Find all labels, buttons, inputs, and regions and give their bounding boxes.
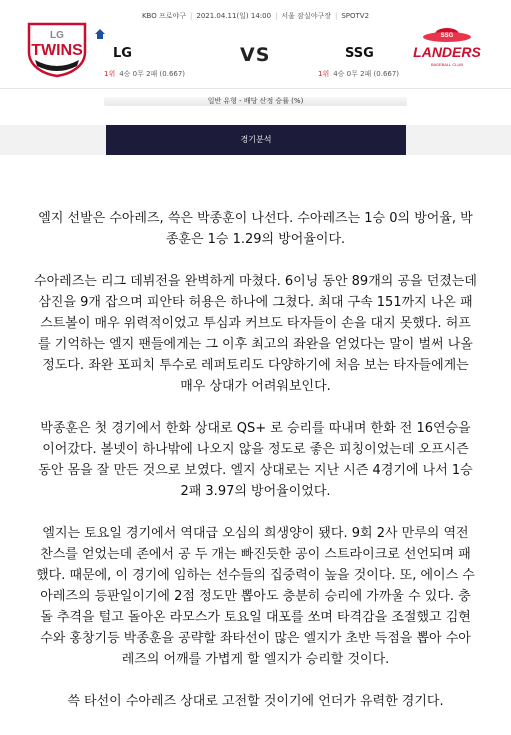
home-team-record (104, 69, 185, 79)
away-team-rank: 1위 (318, 70, 330, 78)
broadcast-label: SPOTV2 (341, 12, 370, 20)
analysis-tab-bar (0, 125, 511, 155)
lg-twins-logo (25, 20, 89, 78)
svg-text:BASEBALL CLUB: BASEBALL CLUB (430, 62, 464, 67)
ssg-landers-logo (413, 22, 481, 74)
article-paragraph-4: 엘지는 토요일 경기에서 역대급 오심의 희생양이 됐다. 9회 2사 만루의 역전 찬스를 얻었는데 존에서 공 두 개는 빠진듯한 공이 스트라이크로 선언되며 패 했다. 때문에, 이 경기에 임하는 선수들의 집중력이 높을 것이다. 또, 에이스 수 아레즈의 등판일이기에 2점 정도만 뽑아도 충분히 승리에 가까울 수 있다. 충 돌 추격을 털고 돌아온 라모스가 토요일 대포를 쏘며 타격감을 조절했고 김현 수와 홍창기등 박종훈을 공략할 좌타선이 많은 엘지가 초반 득점을 뽑아 수아 레즈의 어깨를 가볍게 할 엘지가 승리할 것이다. (36, 526, 475, 667)
home-team-record-text: 4승 0무 2패 (0.667) (119, 70, 186, 78)
home-team-name: LG (113, 46, 132, 61)
match-meta: KBO 프로야구 | 2021.04.11(일) 14:00 | 서울 잠실야구장 | SPOTV2 (141, 12, 370, 20)
match-datetime: 2021.04.11(일) 14:00 (196, 12, 272, 20)
svg-text:SSG: SSG (440, 33, 454, 39)
svg-text:LANDERS: LANDERS (413, 44, 481, 60)
article-paragraph-3: 박종훈은 첫 경기에서 한화 상대로 QS+ 로 승리를 따내며 한화 전 16연승을 이어갔다. 볼넷이 하나밖에 나오지 않을 정도로 좋은 피칭이었는데 오프시즌 동안 몸을 잘 만든 것으로 보였다. 엘지 상대로는 지난 시즌 4경기에 나서 1승 2패 3.97의 방어율이었다. (38, 421, 473, 499)
stadium-label: 서울 잠실야구장 (281, 12, 331, 20)
away-team-record-text: 4승 0무 2패 (0.667) (333, 70, 400, 78)
article-paragraph-5: 쓱 타선이 수아레즈 상대로 고전할 것이기에 언더가 유력한 경기다. (67, 694, 444, 709)
article-paragraph-2: 수아레즈는 리그 데뷔전을 완벽하게 마쳤다. 6이닝 동안 89개의 공을 던졌는데 삼진을 9개 잡으며 피안타 허용은 하나에 그쳤다. 최대 구속 151까지 나온 패 스트볼이 매우 위력적이었고 투심과 커브도 타자들이 손을 대지 못했다. 허프 를 기억하는 엘지 팬들에게는 그 이후 최고의 좌완을 얻었다는 말이 벌써 나올 정도다. 좌완 포피치 투수로 레퍼토리도 다양하기에 처음 보는 타자들에게는 매우 상대가 어려워보인다. (34, 274, 477, 394)
away-team-record (318, 69, 399, 79)
betting-odds-row (0, 88, 511, 112)
away-team-name: SSG (345, 46, 374, 61)
tab-game-analysis[interactable]: 경기분석 (106, 125, 406, 155)
article-paragraph-1: 엘지 선발은 수아레즈, 쓱은 박종훈이 나선다. 수아레즈는 1승 0의 방어율, 박 종훈은 1승 1.29의 방어율이다. (38, 211, 473, 247)
svg-text:TWINS: TWINS (31, 42, 83, 59)
match-header (0, 0, 511, 86)
betting-odds-label: 일반 유형 - 배당 산정 승률 (%) (207, 97, 304, 105)
home-icon (94, 28, 106, 40)
league-label: KBO 프로야구 (141, 12, 186, 20)
home-team-rank: 1위 (104, 70, 116, 78)
vs-label: VS (240, 44, 271, 66)
svg-text:LG: LG (50, 30, 64, 41)
analysis-article (0, 208, 511, 712)
